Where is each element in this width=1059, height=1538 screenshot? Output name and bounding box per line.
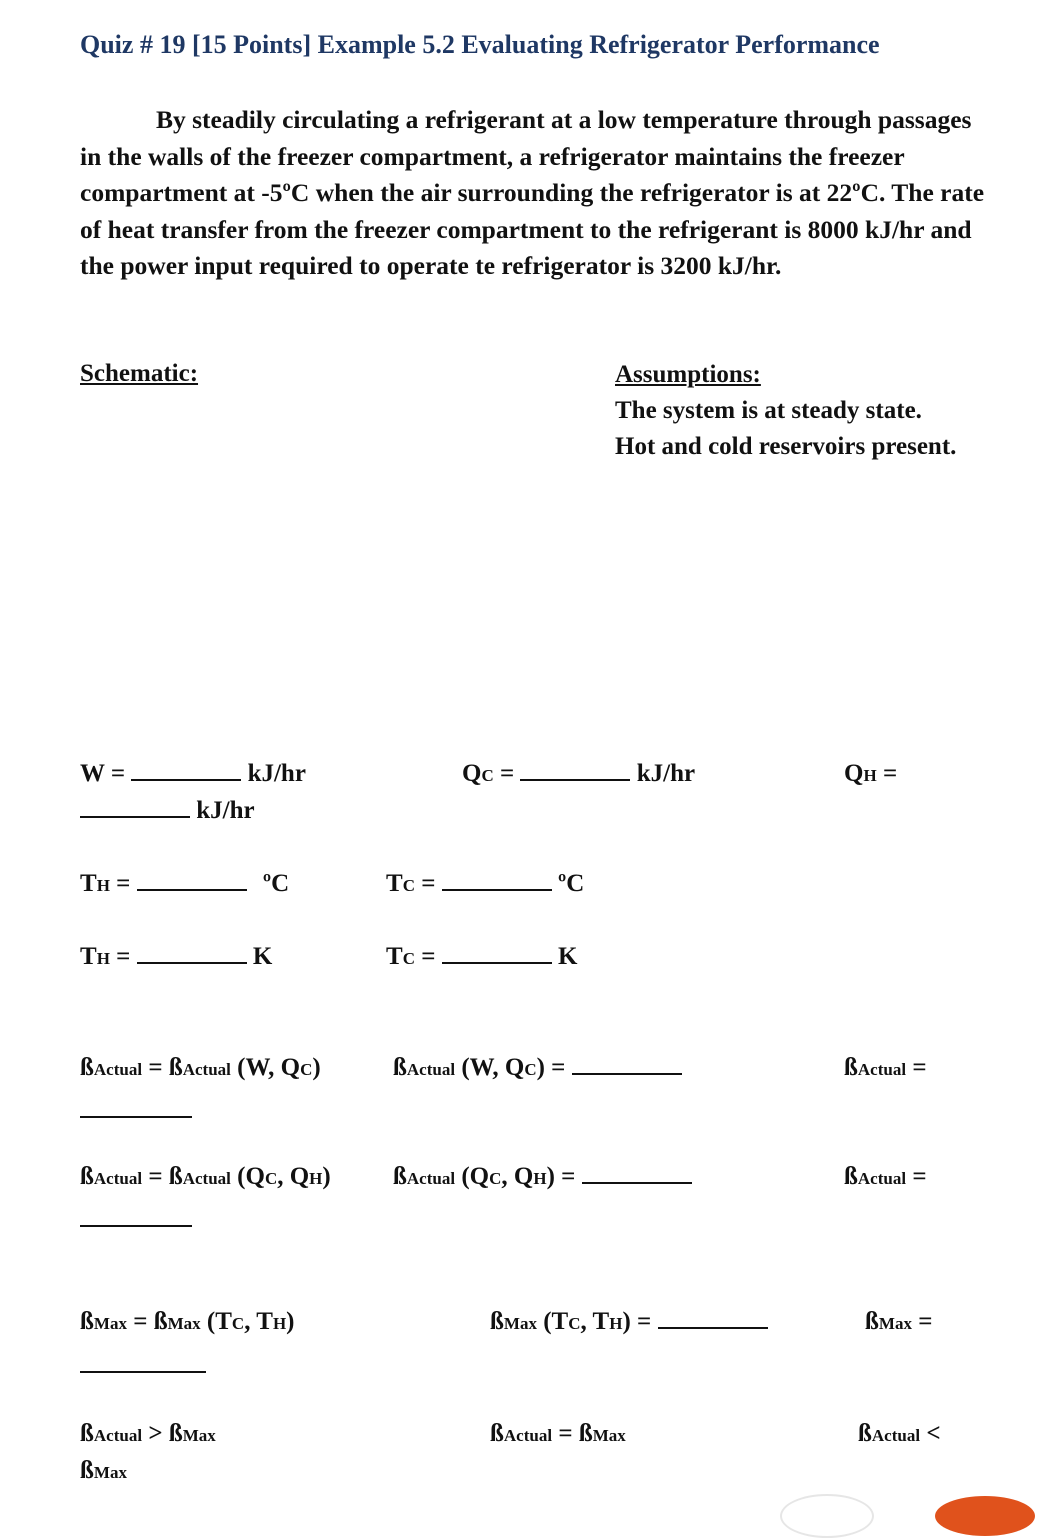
beta-symbol: ß (865, 1308, 879, 1335)
equals-sign: = (637, 1308, 652, 1335)
subscript-actual: Actual (93, 1169, 143, 1188)
option-actual-less-than-max[interactable] (858, 1420, 941, 1448)
beta-symbol: ß (490, 1420, 504, 1447)
less-than-sign: < (926, 1420, 941, 1447)
close-paren: ) (536, 1054, 545, 1081)
beta-symbol: ß (858, 1420, 872, 1447)
heat-symbol: Q (289, 1163, 310, 1190)
subscript-h: H (309, 1169, 323, 1188)
beta-symbol: ß (393, 1054, 407, 1081)
tc-kelvin-blank[interactable] (442, 962, 552, 964)
equals-sign: = (421, 870, 436, 897)
equals-sign: = (882, 760, 898, 787)
option-actual-equals-max[interactable] (490, 1420, 626, 1448)
subscript-actual: Actual (93, 1426, 143, 1445)
celsius-unit: ºC (262, 870, 290, 897)
subscript-h: H (272, 1314, 287, 1333)
equals-sign: = (148, 1163, 163, 1190)
close-paren: ) (622, 1308, 631, 1335)
beta-symbol: ß (844, 1163, 858, 1190)
close-paren: ) (546, 1163, 555, 1190)
equals-sign: = (551, 1054, 566, 1081)
qc-answer-blank[interactable] (520, 779, 630, 781)
work-unit: kJ/hr (247, 760, 306, 787)
equals-sign: = (148, 1054, 163, 1081)
beta-actual-result-2 (844, 1163, 927, 1191)
equals-sign: = (499, 760, 515, 787)
beta-max-formula (80, 1308, 295, 1336)
subscript-max: Max (592, 1426, 626, 1445)
qh-answer-blank[interactable] (80, 816, 190, 818)
beta-symbol: ß (80, 1163, 94, 1190)
temp-symbol: T (80, 943, 97, 970)
subscript-c: C (264, 1169, 278, 1188)
qc-row (462, 760, 695, 788)
subscript-max: Max (182, 1426, 216, 1445)
subscript-max: Max (93, 1463, 127, 1482)
temp-symbol: T (386, 870, 403, 897)
beta-symbol: ß (80, 1054, 94, 1081)
assumption-item: The system is at steady state. (615, 397, 922, 424)
beta-symbol: ß (393, 1163, 407, 1190)
beta-max-eval-blank[interactable] (658, 1327, 768, 1329)
subscript-actual: Actual (406, 1060, 456, 1079)
comma: , (277, 1163, 290, 1190)
beta-actual-result-2-blank[interactable] (80, 1225, 192, 1227)
subscript-actual: Actual (182, 1060, 231, 1079)
work-row (80, 760, 306, 788)
assumption-item: Hot and cold reservoirs present. (615, 433, 957, 460)
th-celsius-blank[interactable] (137, 889, 247, 891)
subscript-c: C (524, 1060, 537, 1079)
subscript-max: Max (503, 1314, 537, 1333)
beta-actual-result-1 (844, 1054, 927, 1082)
subscript-c: C (402, 876, 415, 895)
subscript-max: Max (878, 1314, 912, 1333)
argument-text: (W, Q (237, 1054, 301, 1081)
subscript-actual: Actual (182, 1169, 231, 1188)
qh-answer-row (80, 797, 255, 825)
beta-symbol: ß (578, 1420, 593, 1447)
beta-symbol: ß (490, 1308, 504, 1335)
subscript-actual: Actual (857, 1169, 907, 1188)
beta-max-eval (490, 1308, 768, 1336)
tc-celsius-blank[interactable] (442, 889, 552, 891)
equals-sign: = (133, 1308, 148, 1335)
close-paren: ) (322, 1163, 331, 1190)
beta-actual-w-qc-formula (80, 1054, 321, 1082)
equals-sign: = (558, 1420, 573, 1447)
argument-text: (T (206, 1308, 232, 1335)
argument-text: (Q (461, 1163, 490, 1190)
tc-kelvin-row (386, 943, 577, 971)
beta-actual-qc-qh-eval (393, 1163, 692, 1191)
equals-sign: = (912, 1054, 927, 1081)
beta-symbol: ß (80, 1420, 94, 1447)
subscript-actual: Actual (871, 1426, 921, 1445)
subscript-c: C (402, 949, 415, 968)
corner-button-orange[interactable] (935, 1496, 1035, 1536)
subscript-c: C (231, 1314, 245, 1333)
subscript-h: H (863, 766, 877, 785)
equals-sign: = (116, 870, 131, 897)
beta-actual-result-1-blank[interactable] (80, 1116, 192, 1118)
beta-actual-qc-qh-blank[interactable] (582, 1182, 692, 1184)
subscript-h: H (96, 876, 110, 895)
subscript-actual: Actual (93, 1060, 143, 1079)
subscript-h: H (609, 1314, 623, 1333)
subscript-max: Max (93, 1314, 127, 1333)
beta-symbol: ß (153, 1308, 168, 1335)
celsius-unit: ºC (557, 870, 585, 897)
beta-max-result-blank[interactable] (80, 1371, 206, 1373)
subscript-max: Max (167, 1314, 201, 1333)
comma: , (244, 1308, 257, 1335)
heat-symbol: Q (513, 1163, 534, 1190)
beta-symbol: ß (844, 1054, 858, 1081)
argument-text: (Q (237, 1163, 265, 1190)
subscript-c: C (489, 1169, 502, 1188)
th-kelvin-row (80, 943, 272, 971)
beta-symbol: ß (80, 1308, 94, 1335)
problem-statement: By steadily circulating a refrigerant at a low temperature through passages in the walls of the freezer compartment, a refrigerator maintains the freezer compartment at -5ºC when the air surrounding the refrigerator is at 22ºC. The rate of heat transfer from the freezer compartment to the refrigerant is 8000 kJ/hr and the power input required to operate te refrigerator is 3200 kJ/hr. (80, 105, 985, 280)
beta-max-result (865, 1308, 932, 1336)
equals-sign: = (912, 1163, 927, 1190)
beta-actual-w-qc-blank[interactable] (572, 1073, 682, 1075)
equals-sign: = (561, 1163, 576, 1190)
equals-sign: = (421, 943, 436, 970)
work-answer-blank[interactable] (131, 779, 241, 781)
th-kelvin-blank[interactable] (137, 962, 247, 964)
kelvin-unit: K (252, 943, 273, 970)
temp-symbol: T (386, 943, 403, 970)
beta-actual-qc-qh-formula (80, 1163, 331, 1191)
th-celsius-row (80, 870, 289, 898)
corner-shape-gray (780, 1494, 874, 1538)
kelvin-unit: K (557, 943, 578, 970)
quiz-title: Quiz # 19 [15 Points] Example 5.2 Evaluating Refrigerator Performance (80, 30, 880, 59)
heat-symbol: Q (462, 760, 482, 787)
beta-actual-w-qc-eval (393, 1054, 682, 1082)
close-paren: ) (286, 1308, 295, 1335)
subscript-h: H (533, 1169, 547, 1188)
assumptions-heading: Assumptions: (615, 361, 761, 388)
option-actual-less-than-max-wrap (80, 1457, 127, 1485)
beta-symbol: ß (168, 1054, 183, 1081)
beta-symbol: ß (168, 1420, 183, 1447)
tc-celsius-row (386, 870, 584, 898)
temp-symbol: T (256, 1308, 273, 1335)
qc-unit: kJ/hr (636, 760, 696, 787)
option-actual-greater-than-max[interactable] (80, 1420, 216, 1448)
subscript-c: C (481, 766, 494, 785)
subscript-c: C (568, 1314, 581, 1333)
temp-symbol: T (592, 1308, 610, 1335)
subscript-actual: Actual (503, 1426, 553, 1445)
equals-sign: = (918, 1308, 933, 1335)
comma: , (580, 1308, 593, 1335)
argument-text: (T (543, 1308, 569, 1335)
qh-unit: kJ/hr (196, 797, 255, 824)
beta-symbol: ß (168, 1163, 183, 1190)
subscript-actual: Actual (406, 1169, 456, 1188)
schematic-label: Schematic: (80, 360, 199, 387)
subscript-actual: Actual (857, 1060, 907, 1079)
greater-than-sign: > (148, 1420, 163, 1447)
subscript-h: H (96, 949, 110, 968)
equals-sign: = (110, 760, 126, 787)
work-symbol: W (80, 760, 105, 787)
beta-symbol: ß (80, 1457, 94, 1484)
argument-text: (W, Q (461, 1054, 525, 1081)
subscript-c: C (300, 1060, 313, 1079)
temp-symbol: T (80, 870, 97, 897)
qh-row (844, 760, 897, 788)
equals-sign: = (116, 943, 131, 970)
heat-symbol: Q (844, 760, 864, 787)
comma: , (501, 1163, 514, 1190)
close-paren: ) (312, 1054, 321, 1081)
